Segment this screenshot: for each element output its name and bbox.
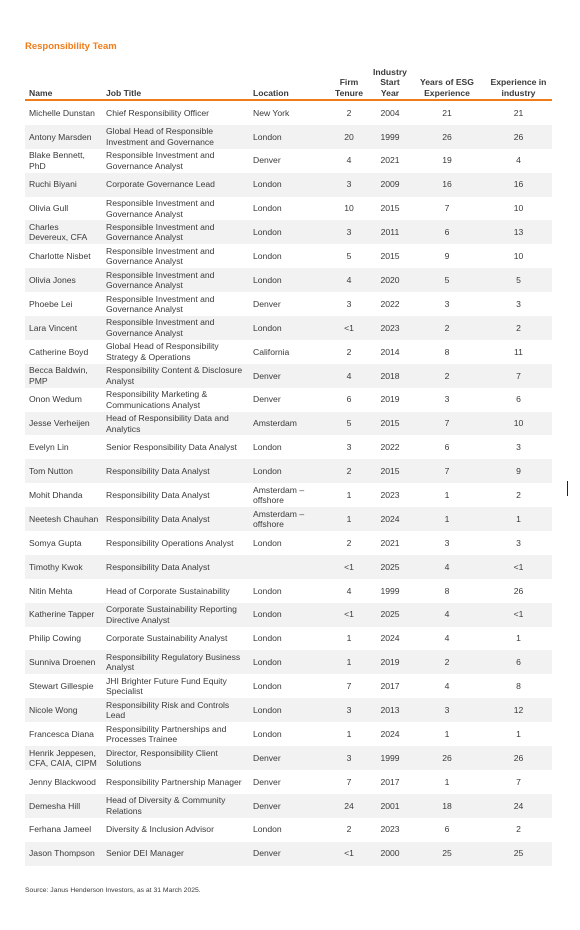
cell-experience-industry: 1	[516, 728, 521, 739]
cell-years-esg: 3	[444, 537, 450, 548]
cell-job-title: Responsibility Partnerships and Processes Trainee	[106, 723, 227, 745]
cell-industry-start-year: 2019	[369, 650, 409, 674]
table-row	[25, 818, 552, 842]
cell-name: Francesca Diana	[29, 728, 94, 739]
table-row	[25, 412, 552, 436]
cell-years-esg: 2	[409, 650, 483, 674]
cell-job-title: Diversity & Inclusion Advisor	[106, 824, 214, 835]
cell-job-title: Responsible Investment and Governance Analyst	[102, 268, 249, 292]
cell-experience-industry: 7	[516, 776, 521, 787]
table-row	[25, 674, 552, 698]
cell-experience-industry: 11	[514, 346, 523, 357]
column-header-name: Name	[25, 64, 102, 100]
cell-experience-industry: 5	[483, 268, 552, 292]
page-title: Responsibility Team	[25, 41, 117, 52]
cell-industry-start-year: 2013	[369, 698, 409, 722]
cell-years-esg: 4	[444, 681, 450, 692]
cell-years-esg: 6	[409, 220, 483, 244]
cell-name: Philip Cowing	[29, 633, 82, 644]
cell-industry-start-year: 2019	[380, 394, 400, 405]
cell-location: London	[249, 268, 327, 292]
cell-name: Nitin Mehta	[29, 585, 73, 596]
cell-experience-industry: 2	[516, 489, 521, 500]
cell-name: Somya Gupta	[29, 537, 82, 548]
table-header-row	[25, 64, 552, 100]
table-row	[25, 435, 552, 459]
cell-industry-start-year: 2015	[380, 251, 400, 262]
cell-job-title: Director, Responsibility Client Solutions	[102, 746, 249, 770]
cell-years-esg: 9	[444, 251, 450, 262]
cell-industry-start-year: 2015	[380, 203, 400, 214]
column-header-industry-start-year: Industry Start Year	[369, 64, 409, 100]
cell-location: Amsterdam	[249, 412, 327, 436]
cell-location: London	[249, 125, 327, 149]
cell-location: Denver	[253, 394, 281, 405]
column-header-job-title: Job Title	[102, 64, 249, 100]
cell-firm-tenure: 4	[327, 268, 369, 292]
cell-experience-industry: 12	[483, 698, 552, 722]
cell-years-esg: 4	[409, 555, 483, 579]
cell-location: Amsterdam – offshore	[249, 507, 327, 531]
table-row	[25, 770, 552, 794]
table-row	[25, 268, 552, 292]
cell-job-title: Responsible Investment and Governance Analyst	[106, 245, 215, 267]
column-header-firm-tenure: Firm Tenure	[327, 64, 369, 100]
cell-job-title: Global Head of Responsibility Strategy & Operations	[106, 341, 219, 362]
cell-job-title: Responsibility Data Analyst	[106, 489, 210, 500]
source-note: Source: Janus Henderson Investors, as at 31 March 2025.	[25, 887, 201, 894]
cell-job-title: Responsibility Partnership Manager	[106, 776, 242, 787]
cell-firm-tenure: 1	[346, 489, 352, 500]
cell-job-title: Responsibility Data Analyst	[102, 555, 249, 579]
cell-location: Amsterdam – offshore	[253, 484, 305, 506]
cell-industry-start-year: 2004	[380, 107, 400, 118]
cell-experience-industry: 8	[516, 681, 521, 692]
cell-years-esg: 3	[444, 298, 450, 309]
cell-firm-tenure: 3	[346, 298, 352, 309]
cell-name: Jason Thompson	[25, 842, 102, 866]
table-row	[25, 316, 552, 340]
table-row	[25, 364, 552, 388]
cell-industry-start-year: 2023	[380, 489, 400, 500]
cell-location: London	[249, 698, 327, 722]
team-table-body	[25, 100, 552, 866]
cell-experience-industry: 3	[516, 442, 521, 453]
cell-experience-industry: 26	[513, 585, 524, 596]
cell-years-esg: 1	[409, 507, 483, 531]
cell-industry-start-year: 2001	[369, 794, 409, 818]
cell-experience-industry: 13	[483, 220, 552, 244]
column-header-experience-industry: Experience in industry	[483, 64, 552, 100]
cell-firm-tenure: 4	[327, 364, 369, 388]
table-row	[25, 794, 552, 818]
cell-years-esg: 26	[409, 125, 483, 149]
cell-job-title: Responsibility Data Analyst	[102, 459, 249, 483]
cell-industry-start-year: 2023	[380, 824, 400, 835]
cell-industry-start-year: 1999	[380, 585, 400, 596]
cell-industry-start-year: 2021	[380, 155, 400, 166]
cell-years-esg: 19	[442, 155, 452, 166]
cell-location: London	[249, 173, 327, 197]
cell-experience-industry: 3	[516, 537, 521, 548]
cell-years-esg: 26	[409, 746, 483, 770]
cell-job-title: Responsibility Regulatory Business Analyst	[102, 650, 249, 674]
cell-name: Olivia Gull	[29, 203, 69, 214]
cell-name: Demesha Hill	[25, 794, 102, 818]
cell-years-esg: 2	[409, 364, 483, 388]
cell-industry-start-year: 2017	[380, 776, 400, 787]
cell-years-esg: 5	[409, 268, 483, 292]
cell-job-title: Responsible Investment and Governance Analyst	[106, 293, 215, 315]
cell-name: Neetesh Chauhan	[25, 507, 102, 531]
cell-firm-tenure: 2	[346, 346, 352, 357]
cell-firm-tenure: 7	[346, 776, 352, 787]
cell-experience-industry: 2	[516, 824, 521, 835]
cell-years-esg: 7	[444, 203, 450, 214]
cell-name: Nicole Wong	[25, 698, 102, 722]
cell-job-title: Responsible Investment and Governance Analyst	[102, 220, 249, 244]
cell-experience-industry: 4	[516, 155, 521, 166]
cell-name: Charles Devereux, CFA	[25, 220, 102, 244]
cell-industry-start-year: 2017	[380, 681, 400, 692]
cell-years-esg: 2	[409, 316, 483, 340]
table-row	[25, 555, 552, 579]
cell-industry-start-year: 2020	[369, 268, 409, 292]
cell-experience-industry: 26	[483, 125, 552, 149]
cell-location: California	[253, 346, 290, 357]
cell-years-esg: 21	[442, 107, 452, 118]
cell-experience-industry: 3	[516, 298, 521, 309]
cell-name: Stewart Gillespie	[29, 681, 94, 692]
cell-industry-start-year: 2015	[369, 459, 409, 483]
table-row	[25, 746, 552, 770]
cell-location: London	[253, 824, 282, 835]
cell-years-esg: 25	[409, 842, 483, 866]
table-row	[25, 650, 552, 674]
cell-name: Jesse Verheijen	[25, 412, 102, 436]
cell-industry-start-year: 2009	[369, 173, 409, 197]
table-row	[25, 842, 552, 866]
cell-job-title: Head of Responsibility Data and Analytics	[102, 412, 249, 436]
cell-years-esg: 4	[409, 603, 483, 627]
cell-job-title: Head of Diversity & Community Relations	[102, 794, 249, 818]
cell-experience-industry: 10	[513, 203, 524, 214]
cell-years-esg: 3	[444, 394, 450, 405]
cell-experience-industry: 26	[483, 746, 552, 770]
cell-firm-tenure: 2	[346, 107, 352, 118]
text-cursor	[567, 481, 568, 496]
column-header-location: Location	[249, 64, 327, 100]
cell-name: Mohit Dhanda	[29, 489, 83, 500]
cell-years-esg: 1	[444, 728, 450, 739]
cell-experience-industry: 6	[516, 394, 521, 405]
cell-firm-tenure: <1	[327, 842, 369, 866]
cell-firm-tenure: 24	[327, 794, 369, 818]
cell-job-title: Global Head of Responsible Investment and Governance	[102, 125, 249, 149]
cell-location: London	[253, 728, 282, 739]
cell-job-title: Senior DEI Manager	[102, 842, 249, 866]
cell-firm-tenure: 3	[327, 220, 369, 244]
table-row	[25, 603, 552, 627]
cell-location: Denver	[253, 298, 281, 309]
cell-firm-tenure: 3	[346, 442, 352, 453]
cell-name: Evelyn Lin	[29, 442, 69, 453]
cell-location: London	[249, 316, 327, 340]
cell-experience-industry: 10	[513, 251, 524, 262]
cell-experience-industry: 1	[516, 633, 521, 644]
cell-location: Denver	[249, 794, 327, 818]
table-row	[25, 244, 552, 268]
cell-industry-start-year: 2015	[369, 412, 409, 436]
cell-job-title: Responsible Investment and Governance Analyst	[106, 150, 215, 171]
cell-industry-start-year: 2000	[369, 842, 409, 866]
cell-firm-tenure: 5	[327, 412, 369, 436]
cell-job-title: Responsibility Content & Disclosure Analyst	[102, 364, 249, 388]
table-row	[25, 579, 552, 603]
cell-experience-industry: 21	[513, 107, 524, 118]
cell-firm-tenure: 2	[327, 459, 369, 483]
cell-job-title: Responsibility Risk and Controls Lead	[102, 698, 249, 722]
cell-firm-tenure: 2	[346, 824, 352, 835]
cell-firm-tenure: <1	[327, 603, 369, 627]
cell-industry-start-year: 2024	[380, 633, 400, 644]
cell-location: London	[249, 459, 327, 483]
cell-industry-start-year: 2025	[369, 603, 409, 627]
table-row	[25, 388, 552, 412]
cell-location: London	[249, 603, 327, 627]
cell-name: Olivia Jones	[25, 268, 102, 292]
cell-industry-start-year: 2011	[369, 220, 409, 244]
cell-location	[249, 555, 327, 579]
cell-name: Tom Nutton	[25, 459, 102, 483]
cell-years-esg: 16	[409, 173, 483, 197]
cell-firm-tenure: 1	[327, 650, 369, 674]
cell-job-title: Corporate Sustainability Reporting Directive Analyst	[102, 603, 249, 627]
cell-name: Phoebe Lei	[29, 298, 73, 309]
cell-firm-tenure: 2	[346, 537, 352, 548]
cell-location: New York	[253, 107, 290, 118]
cell-name: Timothy Kwok	[25, 555, 102, 579]
cell-firm-tenure: 5	[346, 251, 352, 262]
cell-job-title: Responsibility Marketing & Communications Analyst	[106, 389, 208, 410]
cell-name: Katherine Tapper	[25, 603, 102, 627]
table-row	[25, 531, 552, 555]
cell-job-title: Responsibility Operations Analyst	[106, 537, 234, 548]
cell-firm-tenure: 3	[327, 173, 369, 197]
cell-job-title: Responsible Investment and Governance Analyst	[106, 198, 215, 219]
cell-years-esg: 18	[409, 794, 483, 818]
cell-name: Charlotte Nisbet	[29, 251, 91, 262]
table-row	[25, 698, 552, 722]
cell-job-title: Corporate Sustainability Analyst	[106, 633, 228, 644]
cell-industry-start-year: 2025	[369, 555, 409, 579]
cell-job-title: Responsible Investment and Governance Analyst	[102, 316, 249, 340]
table-row	[25, 197, 552, 221]
cell-job-title: Senior Responsibility Data Analyst	[106, 442, 237, 453]
table-row	[25, 627, 552, 651]
cell-job-title: Responsibility Data Analyst	[102, 507, 249, 531]
cell-experience-industry: 2	[483, 316, 552, 340]
cell-years-esg: 4	[444, 633, 450, 644]
cell-name: Jenny Blackwood	[29, 776, 96, 787]
cell-location: London	[253, 681, 282, 692]
cell-name: Becca Baldwin, PMP	[25, 364, 102, 388]
cell-firm-tenure: 3	[327, 746, 369, 770]
table-row	[25, 483, 552, 507]
cell-firm-tenure: <1	[327, 555, 369, 579]
column-header-years-esg: Years of ESG Experience	[409, 64, 483, 100]
table-row	[25, 220, 552, 244]
cell-location: Denver	[249, 746, 327, 770]
cell-firm-tenure: 10	[344, 203, 354, 214]
cell-years-esg: 1	[444, 776, 450, 787]
cell-firm-tenure: 1	[346, 728, 352, 739]
cell-name: Ruchi Biyani	[25, 173, 102, 197]
cell-years-esg: 8	[444, 346, 450, 357]
cell-firm-tenure: <1	[327, 316, 369, 340]
cell-experience-industry: 1	[483, 507, 552, 531]
cell-years-esg: 3	[409, 698, 483, 722]
table-row	[25, 507, 552, 531]
cell-location: London	[249, 220, 327, 244]
cell-industry-start-year: 2018	[369, 364, 409, 388]
cell-location: London	[253, 585, 282, 596]
cell-industry-start-year: 2021	[380, 537, 400, 548]
cell-firm-tenure: 20	[327, 125, 369, 149]
cell-name: Henrik Jeppesen, CFA, CAIA, CIPM	[25, 746, 102, 770]
cell-job-title: Corporate Governance Lead	[102, 173, 249, 197]
cell-experience-industry: 6	[483, 650, 552, 674]
cell-experience-industry: 25	[483, 842, 552, 866]
table-row	[25, 340, 552, 364]
cell-location: London	[253, 633, 282, 644]
cell-years-esg: 6	[444, 824, 450, 835]
cell-years-esg: 1	[444, 489, 450, 500]
cell-name: Onon Wedum	[29, 394, 82, 405]
team-table	[25, 64, 552, 866]
cell-location: Denver	[249, 364, 327, 388]
cell-location: London	[249, 650, 327, 674]
cell-firm-tenure: 1	[346, 633, 352, 644]
cell-location: Denver	[249, 842, 327, 866]
cell-firm-tenure: 4	[346, 155, 352, 166]
cell-experience-industry: <1	[483, 555, 552, 579]
cell-experience-industry: 16	[483, 173, 552, 197]
cell-years-esg: 6	[444, 442, 450, 453]
cell-name: Sunniva Droenen	[25, 650, 102, 674]
table-row	[25, 292, 552, 316]
cell-name: Antony Marsden	[25, 125, 102, 149]
cell-firm-tenure: 4	[346, 585, 352, 596]
table-row	[25, 459, 552, 483]
cell-experience-industry: 9	[483, 459, 552, 483]
cell-years-esg: 8	[444, 585, 450, 596]
cell-job-title: Chief Responsibility Officer	[106, 107, 210, 118]
cell-location: London	[253, 537, 282, 548]
cell-location: Denver	[253, 776, 281, 787]
table-row	[25, 722, 552, 746]
cell-experience-industry: 7	[483, 364, 552, 388]
cell-years-esg: 7	[409, 412, 483, 436]
cell-location: London	[253, 203, 282, 214]
table-row	[25, 173, 552, 197]
cell-name: Ferhana Jameel	[29, 824, 92, 835]
cell-location: London	[253, 251, 282, 262]
cell-industry-start-year: 2024	[380, 728, 400, 739]
cell-industry-start-year: 2023	[369, 316, 409, 340]
cell-location: Denver	[253, 155, 281, 166]
cell-industry-start-year: 2022	[380, 442, 400, 453]
cell-industry-start-year: 1999	[369, 746, 409, 770]
cell-firm-tenure: 6	[346, 394, 352, 405]
cell-firm-tenure: 7	[346, 681, 352, 692]
table-row	[25, 100, 552, 125]
cell-industry-start-year: 2014	[380, 346, 400, 357]
cell-experience-industry: 24	[483, 794, 552, 818]
table-row	[25, 149, 552, 173]
cell-industry-start-year: 2024	[369, 507, 409, 531]
cell-location: London	[253, 442, 282, 453]
cell-job-title: JHI Brighter Future Fund Equity Specialist	[106, 675, 227, 697]
table-row	[25, 125, 552, 149]
cell-name: Michelle Dunstan	[29, 107, 95, 118]
cell-job-title: Head of Corporate Sustainability	[106, 585, 230, 596]
cell-name: Catherine Boyd	[29, 346, 89, 357]
cell-firm-tenure: 3	[327, 698, 369, 722]
cell-name: Lara Vincent	[25, 316, 102, 340]
cell-experience-industry: 10	[483, 412, 552, 436]
cell-industry-start-year: 1999	[369, 125, 409, 149]
cell-firm-tenure: 1	[327, 507, 369, 531]
cell-years-esg: 7	[409, 459, 483, 483]
cell-name: Blake Bennett, PhD	[29, 150, 85, 171]
cell-industry-start-year: 2022	[380, 298, 400, 309]
cell-experience-industry: <1	[483, 603, 552, 627]
